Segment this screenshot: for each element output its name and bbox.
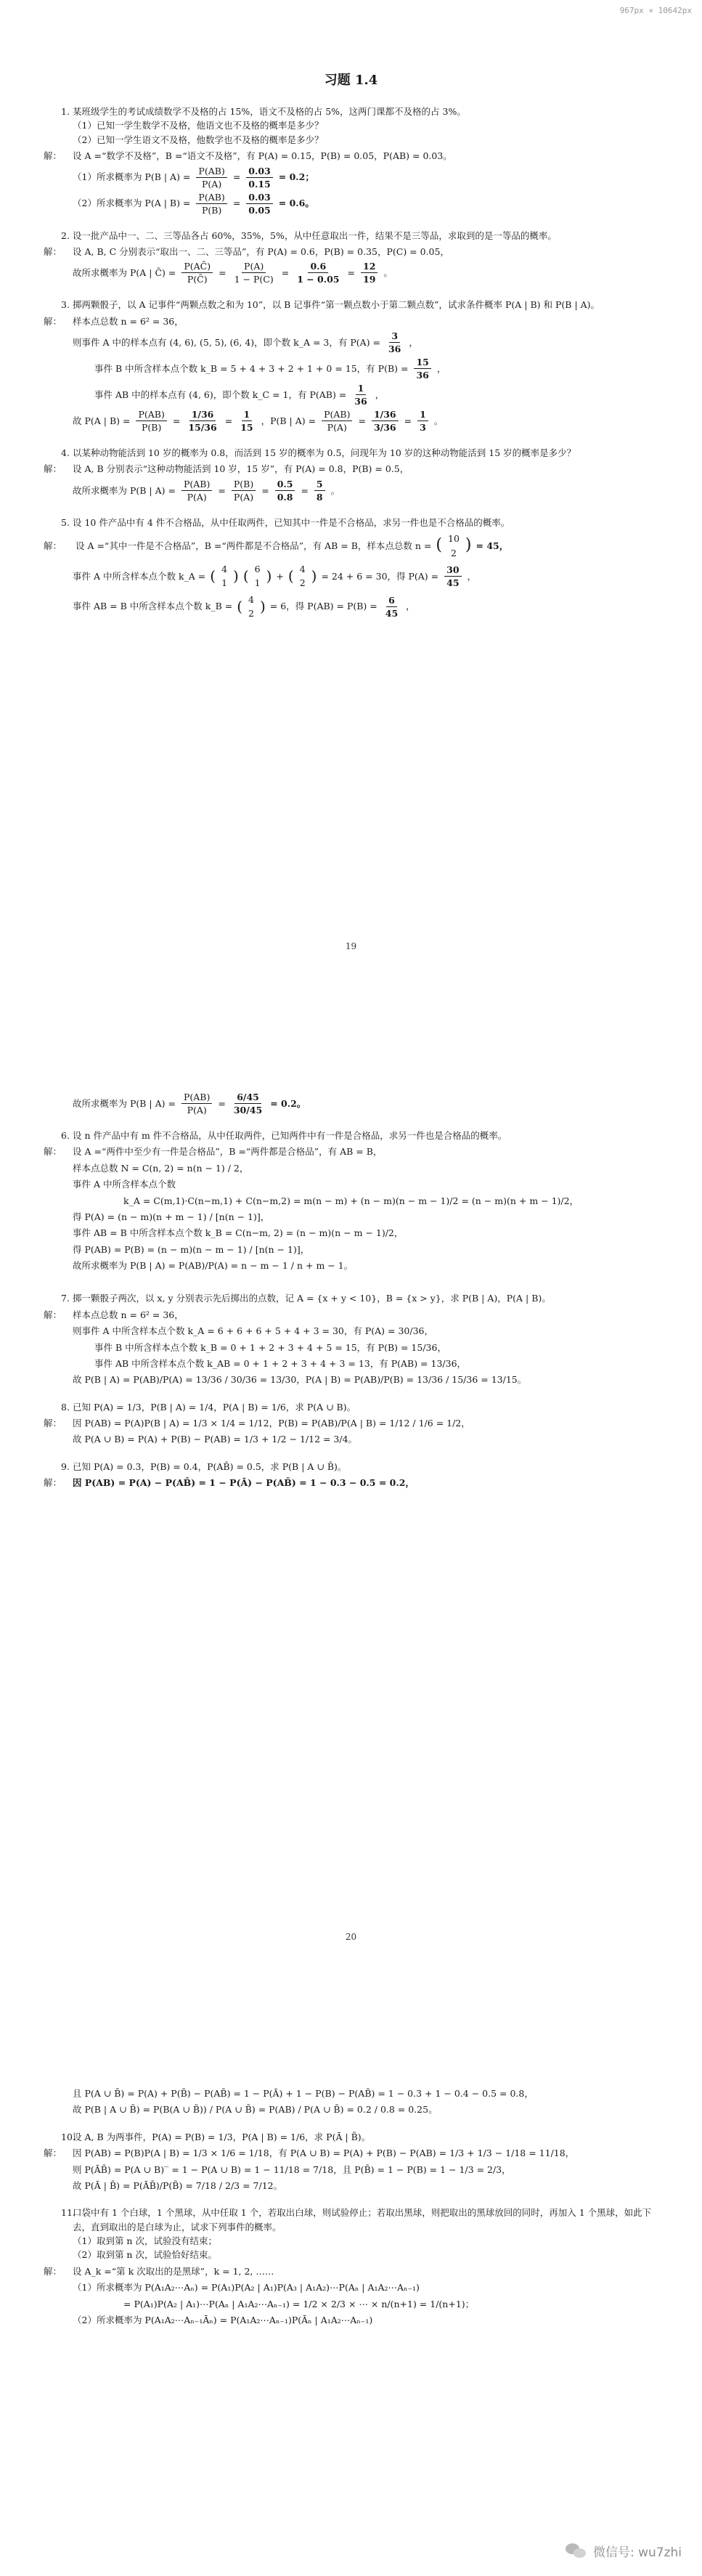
problem-number: 9. — [61, 1460, 70, 1472]
problem-number: 2. — [61, 229, 70, 241]
binomial: 10 2 — [448, 533, 460, 558]
solution — [44, 2146, 658, 2193]
solution-line: （1）所求概率为 P(A₁A₂⋯Aₙ) = P(A₁)P(A₂ | A₁)P(A₃ | A₁A₂)⋯P(Aₙ | A₁A₂⋯Aₙ₋₁) — [73, 2282, 420, 2293]
fraction: $\frac{0.6}{1 - 0.05}$ — [297, 261, 340, 285]
solution-text: 设 A, B 分别表示“这种动物能活到 10 岁，15 岁”，有 P(A) = 0.8，P(B) = 0.5， — [73, 463, 409, 475]
problem-subquestion: （2）已知一学生语文不及格，他数学也不及格的概率是多少？ — [73, 134, 324, 145]
fraction: $\frac{0.03}{0.15}$ — [246, 166, 272, 190]
fraction: $\frac{6}{45}$ — [385, 594, 399, 619]
solution — [44, 149, 658, 215]
problem-8 — [44, 1400, 658, 1447]
problem-1 — [44, 105, 658, 216]
image-size-header — [0, 0, 702, 19]
problem-9-continued — [44, 2087, 658, 2117]
fraction: $\frac{0.5}{0.8}$ — [275, 479, 295, 503]
solution — [44, 1416, 658, 1447]
solution-line: 且 P(A ∪ B̄) = P(A) + P(B̄) − P(AB̄) = 1 − P(Ā) + 1 − P(B) − P(AB̄) = 1 − 0.3 + 1 − 0.4 − 0.5 = 0.8， — [73, 2088, 534, 2099]
problem-number: 3. — [61, 299, 70, 311]
solution-label: 解： — [44, 2148, 62, 2159]
problem-text: 设 10 件产品中有 4 件不合格品，从中任取两件，已知其中一件是不合格品，求另一件也是不合格品的概率。 — [73, 516, 510, 528]
solution-label: 解： — [44, 1146, 62, 1158]
fraction: $\frac{6/45}{30/45}$ — [233, 1092, 263, 1116]
problem-5-continued — [44, 1092, 658, 1116]
fraction: $\frac{P(AB)}{P(A)}$ — [181, 1092, 212, 1116]
problem-text: 设 A, B 为两事件，P(A) = P(B) = 1/3，P(A | B) = 1/6，求 P(Ā | B̄)。 — [73, 2131, 371, 2142]
solution-line: 得 P(A) = (n − m)(n + m − 1) / [n(n − 1)]， — [73, 1211, 270, 1222]
problem-7 — [44, 1291, 658, 1386]
solution — [44, 1145, 658, 1272]
problem-text: 以某种动物能活到 10 岁的概率为 0.8，而活到 15 岁的概率为 0.5，问现年为 10 岁的这种动物能活到 15 岁的概率是多少？ — [73, 447, 576, 458]
problem-number: 11. — [61, 2207, 75, 2219]
problem-11 — [44, 2206, 658, 2327]
solution — [44, 1092, 658, 1116]
problem-2 — [44, 229, 658, 285]
page-number: 19 — [345, 941, 357, 951]
solution-line: 则 P(ĀB̄) = P(A ∪ B)‾ = 1 − P(A ∪ B) = 1 − 11/18 = 7/18，且 P(B̄) = 1 − P(B) = 1 − 1/3 = 2/3， — [73, 2163, 511, 2175]
solution-text: 因 P(AB) = P(A) − P(AB̄) = 1 − P(Ā) − P(AB̄) = 1 − 0.3 − 0.5 = 0.2， — [73, 1477, 415, 1489]
solution-label: 解： — [44, 1309, 62, 1320]
problem-text: 口袋中有 1 个白球，1 个黑球，从中任取 1 个，若取出白球，则试验停止；若取出黑球，则把取出的黑球放回的同时，再加入 1 个黑球，如此下去，直到取出的是白球为止，试求下列事件的概率。 — [73, 2207, 652, 2232]
problem-number: 10. — [61, 2131, 75, 2142]
problem-number: 5. — [61, 516, 70, 528]
solution — [44, 1476, 658, 1490]
fraction: $\frac{12}{19}$ — [361, 261, 377, 285]
solution-line: 故 P(A ∪ B) = P(A) + P(B) − P(AB) = 1/3 + 1/2 − 1/12 = 3/4。 — [73, 1434, 358, 1445]
problem-4 — [44, 446, 658, 503]
section-title: 习题 1.4 — [324, 73, 378, 88]
problem-text: 已知 P(A) = 1/3，P(B | A) = 1/4，P(A | B) = 1/6，求 P(A ∪ B)。 — [73, 1401, 356, 1413]
page-3 — [0, 2084, 702, 2329]
solution-line: 故所求概率为 P(B | A) = P(AB)/P(A) = n − m − 1 / n + m − 1。 — [73, 1260, 354, 1271]
solution-text: 因 P(AB) = P(A)P(B | A) = 1/3 × 1/4 = 1/12，P(B) = P(AB)/P(A | B) = 1/12 / 1/6 = 1/2， — [73, 1418, 470, 1429]
wechat-watermark — [566, 2538, 682, 2563]
equation: （2）所求概率为 P(A | B) = $\frac{P(AB)}{P(B)}$ = $\frac{0.03}{0.05}$ = 0.6。 — [73, 191, 314, 216]
problem-subquestion: （1）取到第 n 次，试验没有结束； — [73, 2235, 217, 2246]
problem-5 — [44, 516, 658, 621]
problem-number: 4. — [61, 447, 70, 458]
wechat-icon — [566, 2542, 587, 2559]
equation: 故 P(A | B) = $\frac{P(AB)}{P(B)}$ = $\frac{1/36}{15/36}$ = $\frac{1}{15}$ ，P(B | A) = $\frac{P(AB)}{P(A)}$ = $\frac{1/36}{3/36}$ = $\frac{1}{3}$ 。 — [73, 409, 444, 433]
equation: 事件 A 中所含样本点个数 k_A = ( 4 1 ) ( 6 1 ) + ( 4 2 ) = 24 + 6 = 30，得 P(A) = $\frac{30}{45}$ ， — [73, 563, 477, 589]
solution-line: = P(A₁)P(A₂ | A₁)⋯P(Aₙ | A₁A₂⋯Aₙ₋₁) = 1/2 × 2/3 × ⋯ × n/(n+1) = 1/(n+1)； — [123, 2298, 475, 2309]
solution-label: 解： — [44, 245, 62, 257]
solution-text: 设 A =“两件中至少有一件是合格品”，B =“两件都是合格品”，有 AB = B， — [73, 1146, 383, 1158]
solution-label: 解： — [44, 315, 62, 327]
solution-label: 解： — [44, 463, 62, 475]
problem-6 — [44, 1129, 658, 1272]
fraction: $\frac{15}{36}$ — [414, 357, 430, 381]
equation: 事件 B 中所含样本点个数 k_B = 5 + 4 + 3 + 2 + 1 + 0 = 15，有 P(B) = $\frac{15}{36}$ ， — [94, 357, 446, 381]
solution — [44, 1308, 658, 1387]
fraction: $\frac{0.03}{0.05}$ — [246, 192, 272, 216]
page-1 — [0, 70, 702, 622]
solution-line: 样本点总数 N = C(n, 2) = n(n − 1) / 2， — [73, 1162, 249, 1174]
problem-text: 某班级学生的考试成绩数学不及格的占 15%，语文不及格的占 5%，这两门课都不及格的占 3%。 — [73, 106, 466, 117]
solution-text: 因 P(AB) = P(B)P(A | B) = 1/3 × 1/6 = 1/18，有 P(A ∪ B) = P(A) + P(B) − P(AB) = 1/3 + 1/3 − 1/18 = 11/18， — [73, 2148, 575, 2159]
solution-label: 解： — [44, 150, 62, 162]
problem-number: 6. — [61, 1130, 70, 1141]
solution — [44, 2087, 658, 2117]
fraction: $\frac{30}{45}$ — [444, 564, 461, 588]
equation: 则事件 A 中的样本点有 (4, 6), (5, 5), (6, 4)，即个数 k_A = 3，有 P(A) = $\frac{3}{36}$ ， — [73, 330, 418, 354]
fraction: $\frac{P(AB)}{P(A)}$ — [322, 409, 352, 433]
fraction: $\frac{5}{8}$ — [314, 479, 325, 503]
problem-number: 1. — [61, 106, 70, 117]
equation: 故所求概率为 P(B | A) = $\frac{P(AB)}{P(A)}$ = $\frac{P(B)}{P(A)}$ = $\frac{0.5}{0.8}$ = $\frac{5}{8}$ 。 — [73, 478, 340, 503]
fraction: $\frac{1}{3}$ — [417, 409, 428, 433]
equation: 故所求概率为 P(A | C̄) = $\frac{P(AC̄)}{P(C̄)}$ = $\frac{P(A)}{1 - P(C)}$ = $\frac{0.6}{1 - 0.05}$ = $\frac{12}{19}$ 。 — [73, 261, 393, 285]
fraction: $\frac{P(AB)}{P(A)}$ — [196, 166, 226, 190]
fraction: $\frac{3}{36}$ — [388, 330, 401, 354]
problem-text: 掷一颗骰子两次，以 x, y 分别表示先后掷出的点数，记 A = {x + y < 10}，B = {x > y}，求 P(B | A)，P(A | B)。 — [73, 1293, 551, 1304]
solution-label: 解： — [44, 540, 62, 551]
solution-line: 得 P(AB) = P(B) = (n − m)(n − m − 1) / [n(n − 1)]， — [73, 1243, 310, 1255]
equation: 设 A =“其中一件是不合格品”，B =“两件都是不合格品”，有 AB = B，样本点总数 n = ( 10 2 ) = 45， — [75, 532, 508, 560]
solution-line: k_A = C(m,1)·C(n−m,1) + C(n−m,2) = m(n − m) + (n − m)(n − m − 1)/2 = (n − m)(n + m − 1)/2， — [123, 1195, 579, 1206]
solution — [44, 245, 658, 285]
solution-line: 则事件 A 中所含样本点个数 k_A = 6 + 6 + 6 + 5 + 4 + 3 = 30，有 P(A) = 30/36， — [73, 1325, 433, 1337]
solution-line: 故 P(B | A) = P(AB)/P(A) = 13/36 / 30/36 = 13/30，P(A | B) = P(AB)/P(B) = 13/36 / 15/36 = 13/15。 — [73, 1374, 527, 1386]
solution — [44, 2264, 658, 2328]
equation: （1）所求概率为 P(B | A) = $\frac{P(AB)}{P(A)}$ = $\frac{0.03}{0.15}$ = 0.2； — [73, 165, 314, 190]
solution-label: 解： — [44, 1477, 62, 1489]
solution-line: 事件 B 中所含样本点个数 k_B = 0 + 1 + 2 + 3 + 4 + 5 = 15，有 P(B) = 15/36， — [94, 1341, 446, 1353]
solution-label: 解： — [44, 2265, 62, 2277]
page-number: 20 — [345, 1932, 357, 1942]
solution-text: 设 A_k =“第 k 次取出的是黑球”，k = 1, 2, …… — [73, 2265, 274, 2277]
solution-line: 故 P(Ā | B̄) = P(ĀB̄)/P(B̄) = 7/18 / 2/3 = 7/12。 — [73, 2179, 283, 2191]
fraction: $\frac{1}{36}$ — [354, 383, 367, 407]
fraction: $\frac{P(AB)}{P(B)}$ — [196, 192, 226, 216]
solution-line: （2）所求概率为 P(A₁A₂⋯Aₙ₋₁Āₙ) = P(A₁A₂⋯Aₙ₋₁)P(Āₙ | A₁A₂⋯Aₙ₋₁) — [73, 2314, 373, 2325]
solution-text: 样本点总数 n = 6² = 36， — [73, 1309, 184, 1320]
solution-label: 解： — [44, 1418, 62, 1429]
problem-text: 设 n 件产品中有 m 件不合格品，从中任取两件，已知两件中有一件是合格品，求另一件也是合格品的概率。 — [73, 1130, 507, 1141]
solution-line: 故 P(B | A ∪ B̄) = P(B(A ∪ B̄)) / P(A ∪ B̄) = P(AB) / P(A ∪ B̄) = 0.2 / 0.8 = 0.25。 — [73, 2104, 438, 2116]
solution — [44, 314, 658, 433]
fraction: $\frac{1/36}{3/36}$ — [372, 409, 399, 433]
fraction: $\frac{P(AC̄)}{P(C̄)}$ — [181, 261, 213, 285]
solution-line: 事件 AB 中所含样本点个数 k_AB = 0 + 1 + 2 + 3 + 4 + 3 = 13，有 P(AB) = 13/36， — [94, 1357, 467, 1369]
problem-9 — [44, 1460, 658, 1490]
equation: 事件 AB 中的样本点有 (4, 6)，即个数 k_C = 1，有 P(AB) = $\frac{1}{36}$ ， — [94, 383, 385, 407]
solution-text: 样本点总数 n = 6² = 36， — [73, 315, 184, 327]
problem-subquestion: （1）已知一学生数学不及格，他语文也不及格的概率是多少？ — [73, 120, 324, 131]
page-2 — [0, 1089, 702, 1492]
solution — [44, 532, 658, 620]
solution-line: 事件 AB = B 中所含样本点个数 k_B = C(n−m, 2) = (n − m)(n − m − 1)/2， — [73, 1227, 404, 1239]
problem-10 — [44, 2130, 658, 2193]
problem-text: 设一批产品中一、二、三等品各占 60%，35%，5%，从中任意取出一件，结果不是三等品，求取到的是一等品的概率。 — [73, 229, 557, 241]
fraction: $\frac{P(A)}{1 - P(C)}$ — [234, 261, 274, 285]
solution-text: 设 A =“数学不及格”，B =“语文不及格”，有 P(A) = 0.15，P(B) = 0.05，P(AB) = 0.03。 — [73, 150, 452, 162]
problem-text: 已知 P(A) = 0.3，P(B) = 0.4，P(AB̄) = 0.5，求 P(B | A ∪ B̄)。 — [73, 1460, 347, 1472]
fraction: $\frac{P(B)}{P(A)}$ — [232, 479, 256, 503]
watermark-text: 微信号: wu7zhi — [592, 2545, 682, 2560]
equation: 事件 AB = B 中所含样本点个数 k_B = ( 4 2 ) = 6，得 P(AB) = P(B) = $\frac{6}{45}$ ， — [73, 593, 415, 619]
problem-3 — [44, 298, 658, 433]
image-size-label: 967px × 10642px — [619, 6, 692, 15]
fraction: $\frac{P(AB)}{P(A)}$ — [181, 479, 212, 503]
problem-number: 8. — [61, 1401, 70, 1413]
solution-text: 设 A, B, C 分别表示“取出一、二、三等品”，有 P(A) = 0.6，P(B) = 0.35，P(C) = 0.05， — [73, 245, 449, 257]
equation: 故所求概率为 P(B | A) = $\frac{P(AB)}{P(A)}$ = $\frac{6/45}{30/45}$ = 0.2。 — [73, 1092, 306, 1116]
solution-line: 事件 A 中所含样本点个数 — [73, 1179, 176, 1190]
fraction: $\frac{P(AB)}{P(B)}$ — [136, 409, 166, 433]
solution — [44, 462, 658, 502]
fraction: $\frac{1}{15}$ — [240, 409, 253, 433]
problem-text: 掷两颗骰子，以 A 记事件“两颗点数之和为 10”，以 B 记事件“第一颗点数小于第二颗点数”，试求条件概率 P(A | B) 和 P(B | A)。 — [73, 299, 600, 311]
fraction: $\frac{1/36}{15/36}$ — [188, 409, 217, 433]
problem-subquestion: （2）取到第 n 次，试验恰好结束。 — [73, 2249, 217, 2261]
problem-number: 7. — [61, 1293, 70, 1304]
